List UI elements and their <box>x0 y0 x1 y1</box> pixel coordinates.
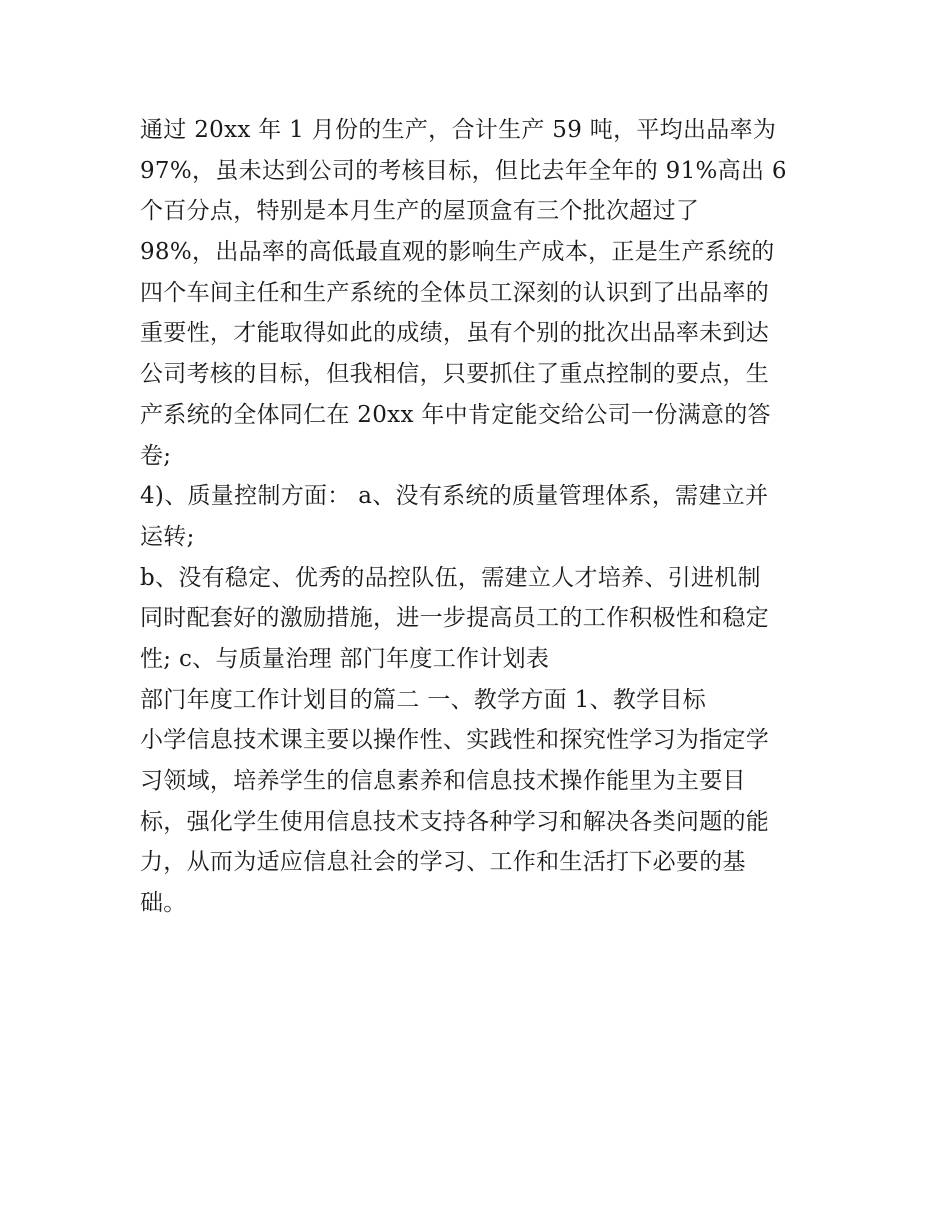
text-line: 同时配套好的激励措施，进一步提高员工的工作积极性和稳定 <box>140 605 770 632</box>
text-line: 小学信息技术课主要以操作性、实践性和探究性学习为指定学 <box>140 727 770 754</box>
text-line: 四个车间主任和生产系统的全体员工深刻的认识到了出品率的 <box>140 279 770 306</box>
text-line: 部门年度工作计划目的篇二 一、教学方面 1、教学目标 <box>140 686 707 713</box>
text-line: 习领域，培养学生的信息素养和信息技术操作能里为主要目 <box>140 768 746 794</box>
text-line: 重要性，才能取得如此的成绩，虽有个别的批次出品率未到达 <box>140 320 770 347</box>
text-line: 98%，出品率的高低最直观的影响生产成本，正是生产系统的 <box>140 239 775 266</box>
text-line: 运转; <box>140 523 195 550</box>
text-line: 个百分点，特别是本月生产的屋顶盒有三个批次超过了 <box>140 198 700 225</box>
text-line: 性; c、与质量治理 部门年度工作计划表 <box>140 645 550 672</box>
text-line: 通过 20xx 年 1 月份的生产，合计生产 59 吨，平均出品率为 <box>140 117 777 143</box>
text-line: 公司考核的目标，但我相信，只要抓住了重点控制的要点，生 <box>140 361 770 388</box>
text-line: 卷; <box>140 442 172 469</box>
text-line: 力，从而为适应信息社会的学习、工作和生活打下必要的基 <box>140 849 746 876</box>
text-line: 础。 <box>140 890 187 917</box>
text-line: 4)、质量控制方面： a、没有系统的质量管理体系，需建立并 <box>140 483 769 510</box>
document-body <box>140 110 820 924</box>
text-line: 97%，虽未达到公司的考核目标，但比去年全年的 91%高出 6 <box>140 157 787 184</box>
text-line: b、没有稳定、优秀的品控队伍，需建立人才培养、引进机制 <box>140 564 761 591</box>
text-line: 产系统的全体同仁在 20xx 年中肯定能交给公司一份满意的答 <box>140 401 771 428</box>
text-line: 标，强化学生使用信息技术支持各种学习和解决各类问题的能 <box>140 808 770 835</box>
